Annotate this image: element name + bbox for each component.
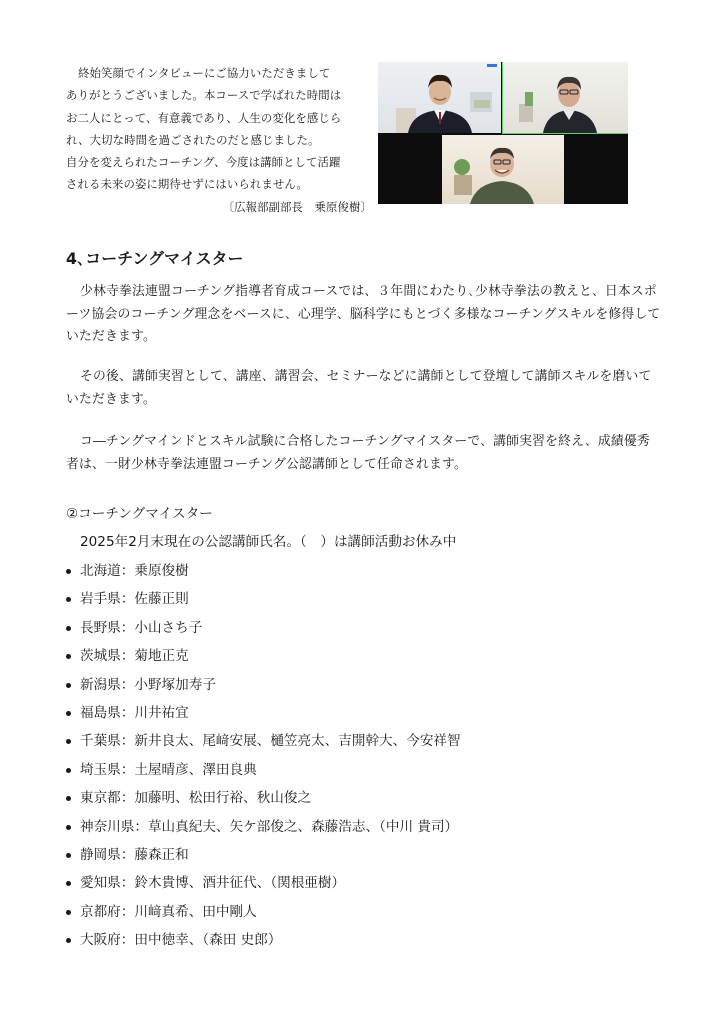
list-item xyxy=(66,614,461,642)
separator: ： xyxy=(120,648,135,665)
instructor-names: 乗原俊樹 xyxy=(134,563,189,579)
prefecture-label: 北海道 xyxy=(80,563,121,579)
comment-line: ありがとうございました。本コースで学ばれた時間は xyxy=(66,88,342,103)
prefecture-label: 静岡県 xyxy=(80,846,121,863)
separator: ： xyxy=(120,733,135,750)
section-paragraph: 少林寺拳法連盟コーチング指導者育成コースでは、３年間にわたり､少林寺拳法の教えと、日本スポーツ協会のコーチング理念をベースに、心理学、脳科学にもとづく多様なコーチングスキルを修得していただきます。 xyxy=(66,284,661,345)
separator: ： xyxy=(120,790,135,807)
certified-instructor-list xyxy=(66,557,461,954)
list-item xyxy=(66,557,461,585)
prefecture-label: 埼玉県 xyxy=(80,761,121,778)
separator: ： xyxy=(134,818,148,835)
instructor-names: 小山さち子 xyxy=(134,619,203,636)
prefecture-label: 神奈川県 xyxy=(80,818,135,835)
prefecture-label: 茨城県 xyxy=(80,648,121,665)
prefecture-label: 福島県 xyxy=(80,704,121,721)
separator: ： xyxy=(120,932,135,949)
list-item xyxy=(66,869,461,897)
instructor-names: 菊地正克 xyxy=(134,648,189,665)
comment-line: れ、大切な時間を過ごされたのだと感じました。 xyxy=(66,132,320,147)
list-item xyxy=(66,671,461,699)
prefecture-label: 愛知県 xyxy=(80,875,121,892)
list-item xyxy=(66,642,461,670)
active-indicator-icon xyxy=(487,64,497,67)
separator: ： xyxy=(120,903,135,920)
separator: ： xyxy=(120,563,135,579)
prefecture-label: 京都府 xyxy=(80,903,121,920)
separator: ： xyxy=(120,875,135,892)
list-item xyxy=(66,585,461,613)
separator: ： xyxy=(120,846,135,863)
list-item xyxy=(66,784,461,812)
comment-line: される未来の姿に期待せずにはいられません。 xyxy=(66,177,308,192)
instructor-names: 藤森正和 xyxy=(134,846,189,863)
prefecture-label: 千葉県 xyxy=(80,733,121,750)
subsection-heading: ②コーチングマイスター xyxy=(66,506,213,522)
list-item xyxy=(66,756,461,784)
instructor-names: 草山真紀夫、矢ケ部俊之、森藤浩志、（中川 貴司） xyxy=(147,818,459,835)
participant-2-figure xyxy=(503,62,628,133)
section-paragraph: その後、講師実習として、講座、講習会、セミナーなどに講師として登壇して講師スキルを磨いていただきます。 xyxy=(66,369,652,407)
prefecture-label: 長野県 xyxy=(80,619,121,636)
separator: ： xyxy=(120,761,135,778)
as-of-note: 2025年2月末現在の公認講師氏名。（ ）は講師活動お休み中 xyxy=(80,534,457,550)
participant-tile-1 xyxy=(378,62,501,133)
comment-line: お二人にとって、有意義であり、人生の変化を感じら xyxy=(66,110,342,125)
comment-signature: 〔広報部副部長 乗原俊樹〕 xyxy=(222,199,372,214)
section-heading: 4､コーチングマイスター xyxy=(66,249,244,268)
instructor-names: 鈴木貴博、酒井征代、（関根亜樹） xyxy=(134,875,346,892)
instructor-names: 新井良太、尾﨑安展、樋笠亮太、吉開幹大、今安祥智 xyxy=(134,733,461,750)
separator: ： xyxy=(120,591,135,608)
video-call-photo xyxy=(378,62,628,204)
instructor-names: 田中徳幸、（森田 史郎） xyxy=(134,932,282,949)
separator: ： xyxy=(120,619,135,636)
section-paragraph: コ―チングマインドとスキル試験に合格したコーチングマイスターで、講師実習を終え、成績優秀者は、一財少林寺拳法連盟コーチング公認講師として任命されます。 xyxy=(66,434,650,472)
list-item xyxy=(66,699,461,727)
comment-line: 終始笑顔でインタビューにご協力いただきまして xyxy=(78,66,331,80)
participant-3-figure xyxy=(442,135,564,204)
list-item xyxy=(66,841,461,869)
interview-comment xyxy=(66,62,372,218)
instructor-names: 川﨑真希、田中剛人 xyxy=(134,903,257,920)
prefecture-label: 新潟県 xyxy=(80,676,121,693)
prefecture-label: 東京都 xyxy=(80,790,121,807)
separator: ： xyxy=(120,676,135,693)
participant-tile-3 xyxy=(442,135,564,204)
list-item xyxy=(66,813,461,841)
list-item xyxy=(66,898,461,926)
participant-tile-2 xyxy=(503,62,628,133)
comment-line: 自分を変えられたコーチング、今度は講師として活躍 xyxy=(66,155,341,170)
prefecture-label: 岩手県 xyxy=(80,591,121,608)
instructor-names: 佐藤正則 xyxy=(134,591,189,608)
separator: ： xyxy=(120,704,135,721)
instructor-names: 加藤明、松田行裕、秋山俊之 xyxy=(134,790,312,807)
instructor-names: 川井祐宜 xyxy=(134,704,189,721)
instructor-names: 土屋晴彦、澤田良典 xyxy=(134,761,257,778)
prefecture-label: 大阪府 xyxy=(80,932,121,949)
instructor-names: 小野塚加寿子 xyxy=(134,676,216,693)
participant-1-figure xyxy=(378,62,501,133)
list-item xyxy=(66,727,461,755)
list-item xyxy=(66,926,461,954)
